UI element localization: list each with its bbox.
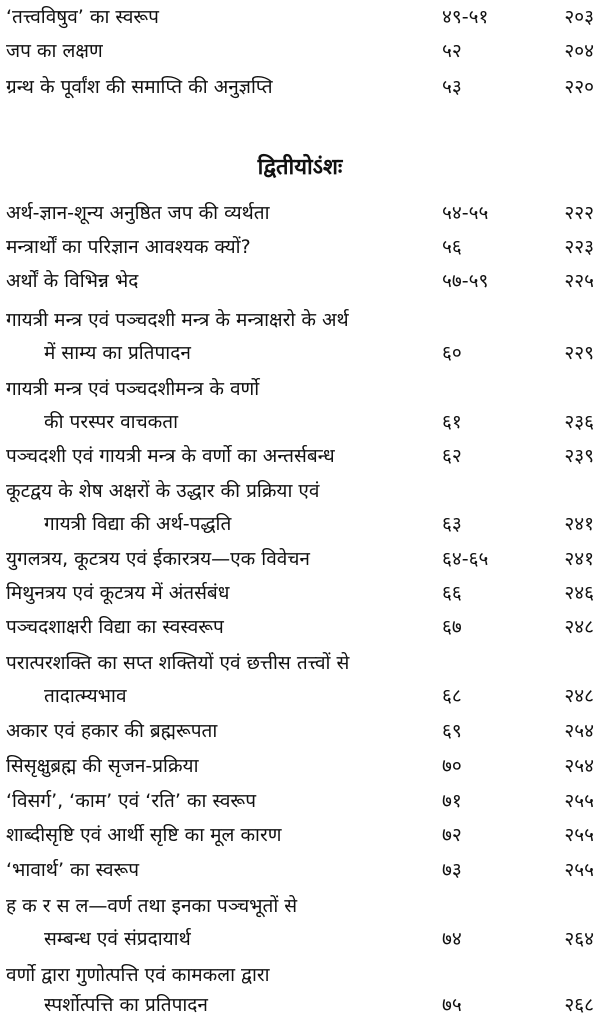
entry-title: ग्रन्थ के पूर्वांश की समाप्ति की अनुज्ञप्ति <box>6 76 273 98</box>
toc-entry <box>0 264 600 298</box>
entry-page: २३९ <box>564 445 594 467</box>
entry-title-continued: में साम्य का प्रतिपादन <box>44 342 191 364</box>
entry-verse: ७० <box>442 755 462 777</box>
entry-verse: ६१ <box>442 411 462 433</box>
entry-title: मिथुनत्रय एवं कूटत्रय में अंतर्सबंध <box>6 582 230 604</box>
entry-title: पञ्चदशाक्षरी विद्या का स्वस्वरूप <box>6 616 224 638</box>
entry-title: अकार एवं हकार की ब्रह्मरूपता <box>6 720 218 742</box>
toc-entry <box>0 988 600 1022</box>
top-entry <box>0 34 600 68</box>
entry-page: २२० <box>564 76 594 98</box>
toc-entry-title-line <box>0 889 600 923</box>
toc-entry <box>0 853 600 887</box>
toc-entry-title-line <box>0 303 600 337</box>
entry-page: २२३ <box>564 236 594 258</box>
entry-title: अर्थ-ज्ञान-शून्य अनुष्ठित जप की व्यर्थता <box>6 202 270 224</box>
entry-verse: ७५ <box>442 994 462 1016</box>
toc-entry <box>0 405 600 439</box>
entry-verse: ६७ <box>442 616 462 638</box>
entry-page: २२२ <box>564 202 594 224</box>
entry-verse: ४९-५१ <box>442 6 489 28</box>
toc-entry <box>0 818 600 852</box>
entry-title: जप का लक्षण <box>6 40 103 62</box>
entry-verse: ७१ <box>442 790 462 812</box>
entry-verse: ५७-५९ <box>442 270 489 292</box>
entry-title: सिसृक्षुब्रह्म की सृजन-प्रक्रिया <box>6 755 199 777</box>
toc-entry <box>0 230 600 264</box>
toc-entry <box>0 679 600 713</box>
entry-title-continued: सम्बन्ध एवं संप्रदायार्थ <box>44 928 191 950</box>
entry-verse: ७४ <box>442 928 462 950</box>
entry-page: २५४ <box>564 755 594 777</box>
toc-entry <box>0 507 600 541</box>
entry-page: २५५ <box>564 824 594 846</box>
entry-title: गायत्री मन्त्र एवं पञ्चदशीमन्त्र के वर्णो <box>6 378 260 400</box>
entry-title: परात्परशक्ति का सप्त शक्तियों एवं छत्तीस तत्त्वों से <box>6 652 350 674</box>
entry-verse: ६४-६५ <box>442 548 489 570</box>
entry-page: २४६ <box>564 582 594 604</box>
toc-entry <box>0 784 600 818</box>
toc-entry <box>0 610 600 644</box>
entry-title: मन्त्रार्थों का परिज्ञान आवश्यक क्यों? <box>6 236 251 258</box>
entry-page: २२५ <box>564 270 594 292</box>
entry-page: २६४ <box>564 928 594 950</box>
entry-title: पञ्चदशी एवं गायत्री मन्त्र के वर्णो का अन्तर्सबन्ध <box>6 445 335 467</box>
entry-verse: ७३ <box>442 859 462 881</box>
entry-title: ह क र स ल—वर्ण तथा इनका पञ्चभूतों से <box>6 895 298 917</box>
toc-entry <box>0 749 600 783</box>
entry-verse: ५३ <box>442 76 462 98</box>
entry-title-continued: स्पर्शोत्पत्ति का प्रतिपादन <box>44 994 208 1016</box>
entry-verse: ५६ <box>442 236 462 258</box>
entry-page: २४१ <box>564 548 594 570</box>
entry-page: २६८ <box>564 994 594 1016</box>
entry-title: ‘भावार्थ’ का स्वरूप <box>6 859 140 881</box>
toc-entry-title-line <box>0 474 600 508</box>
entry-page: २५४ <box>564 720 594 742</box>
entry-verse: ५४-५५ <box>442 202 489 224</box>
toc-entry <box>0 439 600 473</box>
entry-page: २५५ <box>564 859 594 881</box>
entry-title: ‘विसर्ग’, ‘काम’ एवं ‘रति’ का स्वरूप <box>6 790 256 812</box>
toc-entry-title-line <box>0 372 600 406</box>
entry-title-continued: तादात्म्यभाव <box>44 685 127 707</box>
entry-title-continued: गायत्री विद्या की अर्थ-पद्धति <box>44 513 232 535</box>
toc-entry <box>0 922 600 956</box>
entry-page: २०४ <box>564 40 594 62</box>
toc-entry <box>0 196 600 230</box>
toc-entry <box>0 576 600 610</box>
entry-page: २४८ <box>564 685 594 707</box>
toc-entry-title-line <box>0 958 600 992</box>
entry-title: युगलत्रय, कूटत्रय एवं ईकारत्रय—एक विवेचन <box>6 548 310 570</box>
entry-title-continued: की परस्पर वाचकता <box>44 411 179 433</box>
entry-title: वर्णो द्वारा गुणोत्पत्ति एवं कामकला द्वारा <box>6 964 270 986</box>
entry-title: कूटद्वय के शेष अक्षरों के उद्धार की प्रक्रिया एवं <box>6 480 320 502</box>
entry-page: २२९ <box>564 342 594 364</box>
entry-title: अर्थों के विभिन्न भेद <box>6 270 139 292</box>
top-entry <box>0 0 600 34</box>
entry-verse: ६६ <box>442 582 462 604</box>
entry-title: ‘तत्त्वविषुव’ का स्वरूप <box>6 6 159 28</box>
entry-title: शाब्दीसृष्टि एवं आर्थी सृष्टि का मूल कारण <box>6 824 282 846</box>
toc-entry <box>0 336 600 370</box>
entry-title: गायत्री मन्त्र एवं पञ्चदशी मन्त्र के मन्त्राक्षरो के अर्थ <box>6 309 349 331</box>
entry-verse: ६३ <box>442 513 462 535</box>
toc-entry <box>0 542 600 576</box>
entry-verse: ७२ <box>442 824 462 846</box>
entry-verse: ६० <box>442 342 462 364</box>
entry-verse: ६८ <box>442 685 462 707</box>
section-heading: द्वितीयोऽंशः <box>257 155 343 180</box>
entry-verse: ५२ <box>442 40 462 62</box>
top-entry <box>0 70 600 104</box>
entry-page: २३६ <box>564 411 594 433</box>
entry-page: २५५ <box>564 790 594 812</box>
entry-page: २४८ <box>564 616 594 638</box>
entry-page: २०३ <box>564 6 594 28</box>
entry-verse: ६९ <box>442 720 462 742</box>
entry-verse: ६२ <box>442 445 462 467</box>
entry-page: २४१ <box>564 513 594 535</box>
toc-entry-title-line <box>0 646 600 680</box>
toc-entry <box>0 714 600 748</box>
